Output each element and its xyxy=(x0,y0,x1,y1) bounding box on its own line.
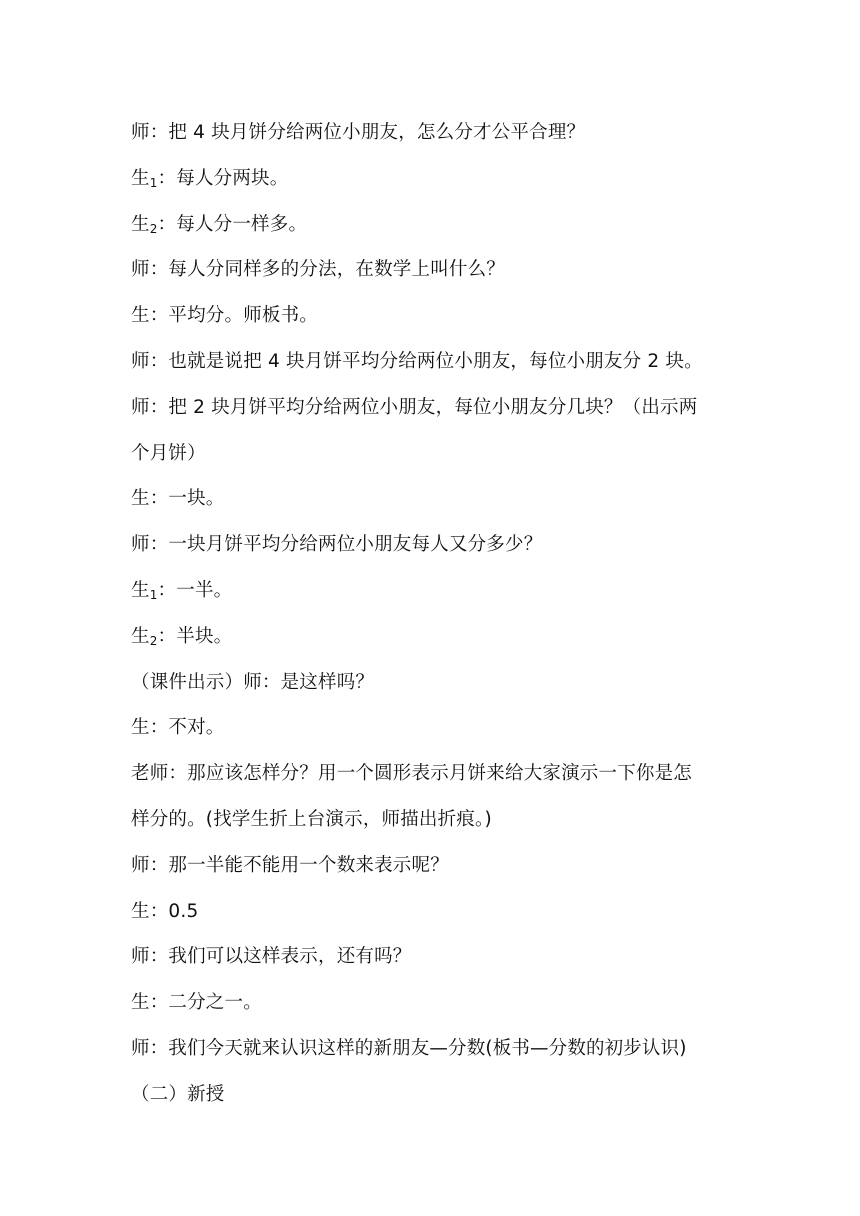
speaker-number: 1 xyxy=(149,175,158,190)
text-line: 生：平均分。师板书。 xyxy=(131,305,319,327)
text-line xyxy=(131,568,741,614)
text-line: 生：0.5 xyxy=(131,900,199,922)
text-line: 生：二分之一。 xyxy=(131,992,262,1014)
line-text: ：一半。 xyxy=(157,579,233,601)
speaker-label: 生 xyxy=(131,213,150,235)
speaker-number: 2 xyxy=(149,633,158,648)
dialogue-body xyxy=(131,110,741,1118)
speaker-label: 生 xyxy=(131,579,150,601)
text-line: 师：一块月饼平均分给两位小朋友每人又分多少？ xyxy=(131,534,543,556)
text-line: 师：我们今天就来认识这样的新朋友—分数(板书—分数的初步认识) xyxy=(131,1037,687,1059)
speaker-number: 2 xyxy=(149,221,158,236)
text-line: （课件出示）师：是这样吗？ xyxy=(131,671,375,693)
text-line: 生：一块。 xyxy=(131,488,225,510)
text-line: 师：那一半能不能用一个数来表示呢？ xyxy=(131,854,449,876)
speaker-label: 生 xyxy=(131,167,150,189)
text-line xyxy=(131,156,741,202)
text-line: 师：每人分同样多的分法，在数学上叫什么？ xyxy=(131,259,506,281)
line-text: ：每人分一样多。 xyxy=(157,213,308,235)
text-line: 师：我们可以这样表示，还有吗？ xyxy=(131,946,412,968)
text-line: 个月饼） xyxy=(131,442,206,464)
text-line: 老师：那应该怎样分？用一个圆形表示月饼来给大家演示一下你是怎 xyxy=(131,763,693,785)
text-line: 师：把 4 块月饼分给两位小朋友，怎么分才公平合理？ xyxy=(131,122,586,143)
text-line: 师：也就是说把 4 块月饼平均分给两位小朋友，每位小朋友分 2 块。 xyxy=(131,350,703,372)
text-line: 生：不对。 xyxy=(131,717,225,739)
line-text: ：半块。 xyxy=(157,625,233,647)
section-heading: （二）新授 xyxy=(131,1083,225,1105)
text-line xyxy=(131,614,741,660)
line-text: ：每人分两块。 xyxy=(157,167,289,189)
text-line: 样分的。(找学生折上台演示，师描出折痕。) xyxy=(131,808,492,830)
text-line xyxy=(131,202,741,248)
speaker-number: 1 xyxy=(149,587,158,602)
speaker-label: 生 xyxy=(131,625,150,647)
text-line: 师：把 2 块月饼平均分给两位小朋友，每位小朋友分几块？（出示两 xyxy=(131,396,698,418)
